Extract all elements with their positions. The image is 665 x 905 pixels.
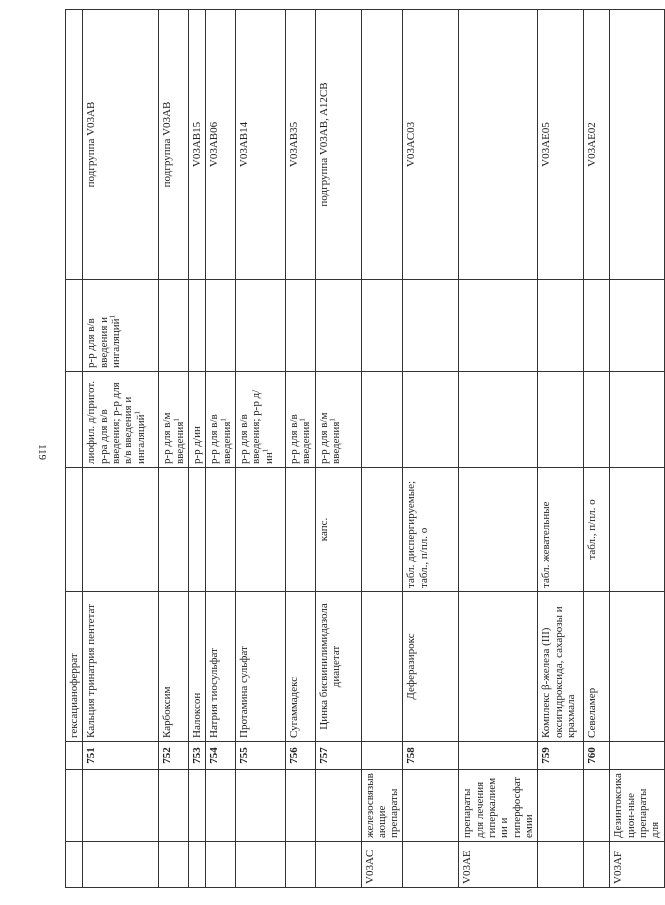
form2-cell: р-р для в/м введения$^1$	[315, 372, 361, 468]
name-cell: Сугаммадекс	[285, 592, 315, 742]
atc-cell: V03AB14	[235, 10, 285, 280]
form1-cell: табл., п/пл. о	[584, 468, 610, 592]
atc-cell: подгруппа V03AB, A12CB	[315, 10, 361, 280]
table-row	[159, 10, 189, 888]
form1-cell	[361, 468, 403, 592]
form2-cell: р-р д/ин	[188, 372, 205, 468]
table-row	[66, 10, 83, 888]
group-cell	[83, 770, 159, 842]
atc-cell: V03AC03	[403, 10, 459, 280]
code-cell: V03AC	[361, 842, 403, 888]
num-cell: 751	[83, 742, 159, 770]
code-cell	[188, 842, 205, 888]
form2-cell	[66, 372, 83, 468]
name-cell	[610, 592, 664, 742]
form2-cell	[361, 372, 403, 468]
table-row	[403, 10, 459, 888]
code-cell	[584, 842, 610, 888]
table-row	[459, 10, 538, 888]
form1-cell	[285, 468, 315, 592]
group-cell	[159, 770, 189, 842]
code-cell	[235, 842, 285, 888]
table-row	[361, 10, 403, 888]
atc-cell: V03AB35	[285, 10, 315, 280]
form1-cell	[188, 468, 205, 592]
atc-cell	[610, 10, 664, 280]
atc-cell: V03AB06	[206, 10, 236, 280]
name-cell: Деферазирокс	[403, 592, 459, 742]
form2-cell	[459, 372, 538, 468]
form1-cell	[235, 468, 285, 592]
form3-cell	[610, 280, 664, 372]
form1-cell	[83, 468, 159, 592]
table-row	[206, 10, 236, 888]
num-cell	[459, 742, 538, 770]
form2-cell: р-р для в/в введения$^1$	[206, 372, 236, 468]
form3-cell	[66, 280, 83, 372]
group-cell: Дезинтоксикацион-ные препараты для	[610, 770, 664, 842]
group-cell	[403, 770, 459, 842]
form2-cell: лиофил. д/пригот. р-ра для в/в введения; р-р для в/в введения и ингаляций$^1$	[83, 372, 159, 468]
code-cell	[538, 842, 584, 888]
form2-cell	[584, 372, 610, 468]
group-cell	[66, 770, 83, 842]
num-cell: 760	[584, 742, 610, 770]
form3-cell	[285, 280, 315, 372]
name-cell: Карбоксим	[159, 592, 189, 742]
table-row	[285, 10, 315, 888]
name-cell: Севеламер	[584, 592, 610, 742]
table-row	[83, 10, 159, 888]
form3-cell	[584, 280, 610, 372]
group-cell	[285, 770, 315, 842]
form2-cell	[610, 372, 664, 468]
form1-cell	[206, 468, 236, 592]
form1-cell	[159, 468, 189, 592]
form2-cell: р-р для в/м введения$^1$	[159, 372, 189, 468]
name-cell: гексацианоферрат	[66, 592, 83, 742]
form3-cell	[538, 280, 584, 372]
drug-table	[65, 9, 665, 888]
code-cell: V03AE	[459, 842, 538, 888]
name-cell	[361, 592, 403, 742]
num-cell	[66, 742, 83, 770]
group-cell: железосвязывающие препараты	[361, 770, 403, 842]
group-cell	[315, 770, 361, 842]
form1-cell: капс.	[315, 468, 361, 592]
form3-cell	[206, 280, 236, 372]
code-cell	[315, 842, 361, 888]
name-cell: Кальция тринатрия пентетат	[83, 592, 159, 742]
code-cell	[83, 842, 159, 888]
table-row	[235, 10, 285, 888]
form1-cell: табл. диспергируемые; табл., п/пл. о	[403, 468, 459, 592]
num-cell: 758	[403, 742, 459, 770]
table-row	[315, 10, 361, 888]
rotated-table-container	[65, 10, 662, 888]
atc-cell: V03AE05	[538, 10, 584, 280]
name-cell: Натрия тиосульфат	[206, 592, 236, 742]
form3-cell	[315, 280, 361, 372]
code-cell: V03AF	[610, 842, 664, 888]
num-cell: 755	[235, 742, 285, 770]
atc-cell: V03AB15	[188, 10, 205, 280]
table-row	[610, 10, 664, 888]
form3-cell	[403, 280, 459, 372]
form2-cell: р-р для в/в введения; р-р $д/ин^1$	[235, 372, 285, 468]
form2-cell: р-р для в/в введения$^1$	[285, 372, 315, 468]
atc-cell: подгруппа V03AB	[83, 10, 159, 280]
group-cell	[235, 770, 285, 842]
num-cell: 756	[285, 742, 315, 770]
form3-cell	[188, 280, 205, 372]
form1-cell	[66, 468, 83, 592]
name-cell: Протамина сульфат	[235, 592, 285, 742]
form3-cell: р-р для в/в введения и ингаляций$^1$	[83, 280, 159, 372]
code-cell	[66, 842, 83, 888]
code-cell	[159, 842, 189, 888]
form1-cell: табл. жевательные	[538, 468, 584, 592]
name-cell: Цинка бисвинилимидазола диацетат	[315, 592, 361, 742]
num-cell: 759	[538, 742, 584, 770]
table-row	[188, 10, 205, 888]
num-cell	[361, 742, 403, 770]
table-row	[584, 10, 610, 888]
group-cell	[538, 770, 584, 842]
name-cell: Налоксон	[188, 592, 205, 742]
atc-cell	[66, 10, 83, 280]
group-cell	[206, 770, 236, 842]
group-cell	[188, 770, 205, 842]
name-cell: Комплекс β-железа (III) оксигидроксида, сахарозы и крахмала	[538, 592, 584, 742]
form3-cell	[459, 280, 538, 372]
code-cell	[403, 842, 459, 888]
num-cell: 754	[206, 742, 236, 770]
name-cell	[459, 592, 538, 742]
atc-cell	[361, 10, 403, 280]
form2-cell	[403, 372, 459, 468]
form2-cell	[538, 372, 584, 468]
code-cell	[285, 842, 315, 888]
atc-cell: подгруппа V03AB	[159, 10, 189, 280]
form1-cell	[459, 468, 538, 592]
form1-cell	[610, 468, 664, 592]
form3-cell	[235, 280, 285, 372]
table-row	[538, 10, 584, 888]
num-cell	[610, 742, 664, 770]
code-cell	[206, 842, 236, 888]
num-cell: 752	[159, 742, 189, 770]
page-number: 119	[36, 443, 48, 461]
group-cell	[584, 770, 610, 842]
num-cell: 757	[315, 742, 361, 770]
atc-cell	[459, 10, 538, 280]
group-cell: препараты для лечения гиперкалиемии и гиперфосфатемии	[459, 770, 538, 842]
num-cell: 753	[188, 742, 205, 770]
form3-cell	[361, 280, 403, 372]
atc-cell: V03AE02	[584, 10, 610, 280]
form3-cell	[159, 280, 189, 372]
